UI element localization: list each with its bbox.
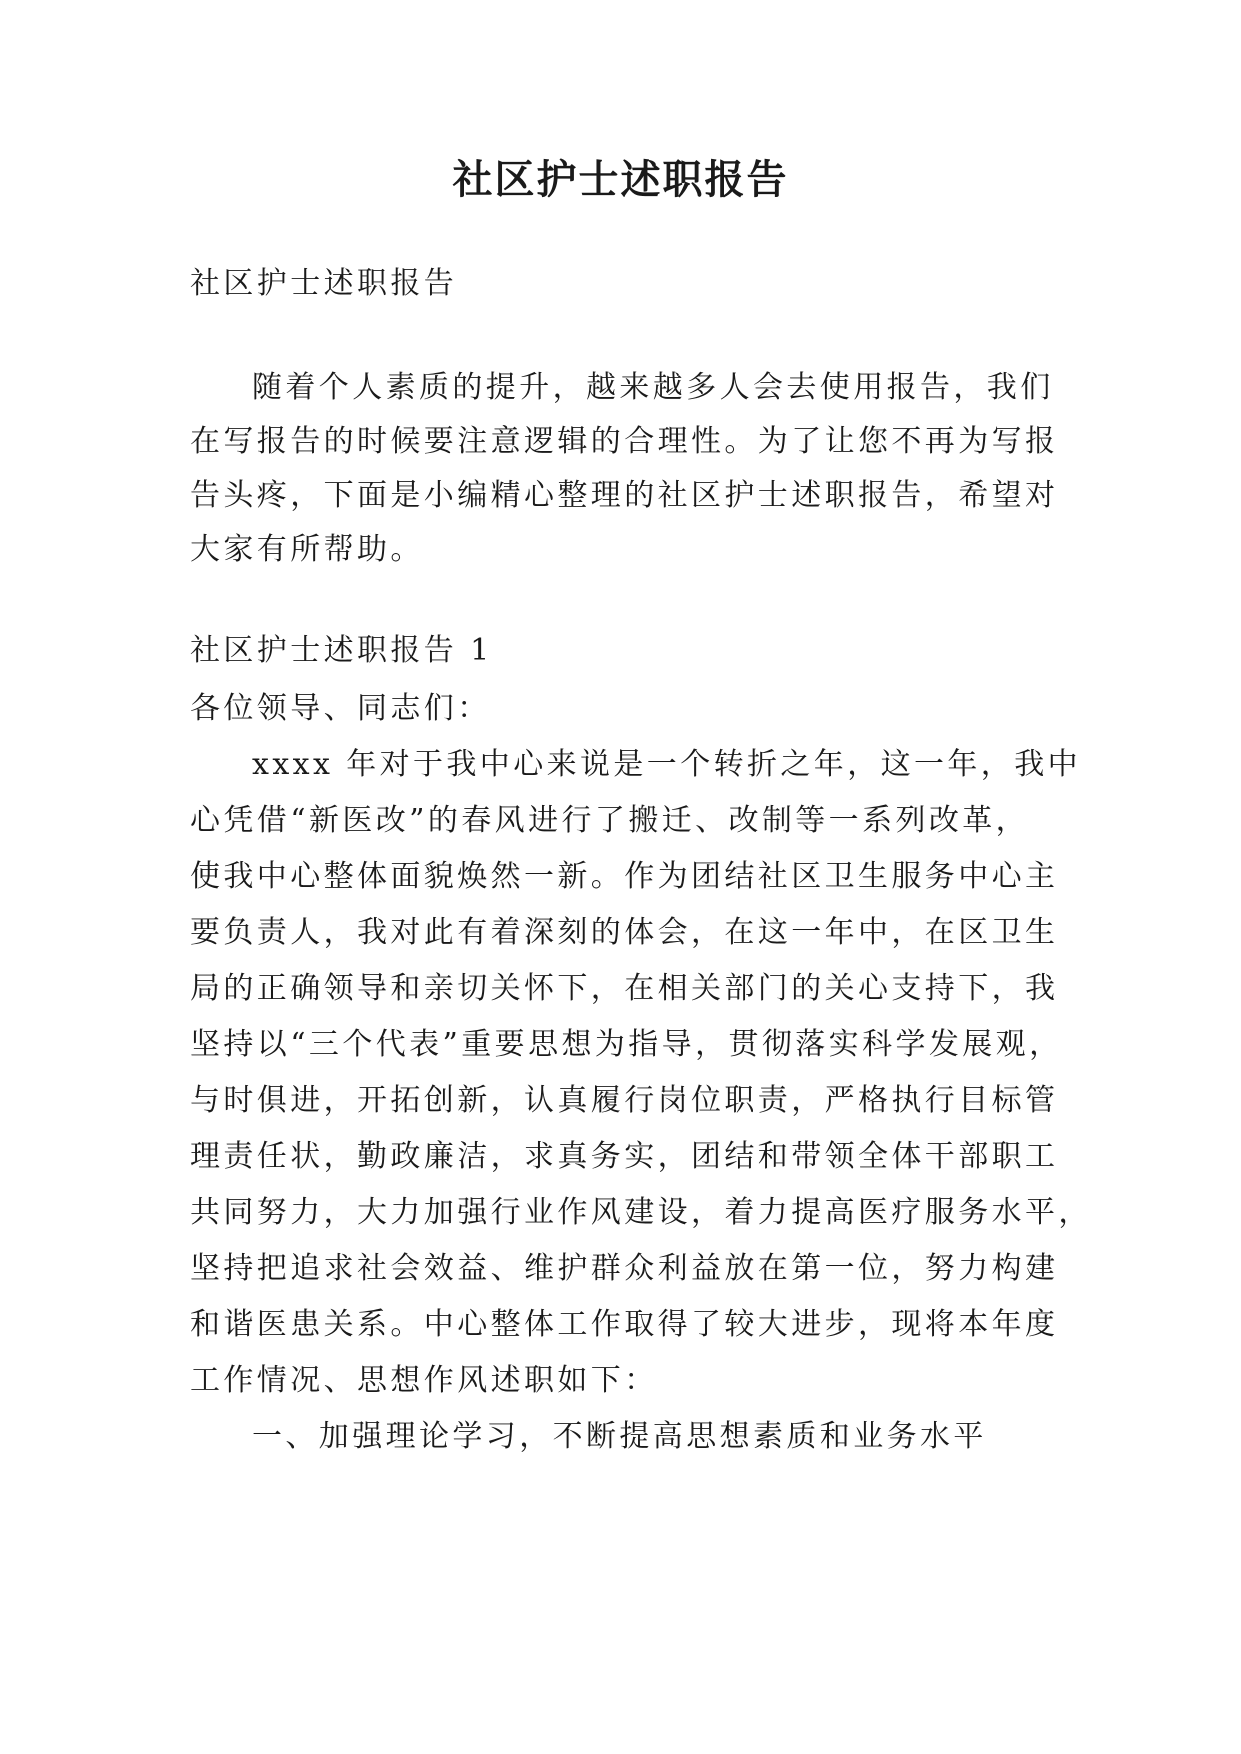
intro-line-1: 随着个人素质的提升，越来越多人会去使用报告，我们 [252,370,1054,405]
salutation: 各位领导、同志们： [190,691,491,726]
section1-line-3: 使我中心整体面貌焕然一新。作为团结社区卫生服务中心主 [190,859,1059,894]
section1-line-4: 要负责人，我对此有着深刻的体会，在这一年中，在区卫生 [190,915,1059,950]
section1-line-12: 工作情况、思想作风述职如下： [190,1363,658,1398]
intro-line-2: 在写报告的时候要注意逻辑的合理性。为了让您不再为写报 [190,424,1059,459]
section1-line-6: 坚持以“三个代表”重要思想为指导，贯彻落实科学发展观， [190,1027,1063,1062]
section1-line-2: 心凭借“新医改”的春风进行了搬迁、改制等一系列改革， [190,803,1030,838]
section1-line-11: 和谐医患关系。中心整体工作取得了较大进步，现将本年度 [190,1307,1059,1342]
subsection-heading: 一、加强理论学习，不断提高思想素质和业务水平 [252,1419,987,1454]
intro-line-3: 告头疼，下面是小编精心整理的社区护士述职报告，希望对 [190,478,1059,513]
section1-line-7: 与时俱进，开拓创新，认真履行岗位职责，严格执行目标管 [190,1083,1059,1118]
section1-line-9: 共同努力，大力加强行业作风建设，着力提高医疗服务水平， [190,1195,1092,1230]
section1-line-10: 坚持把追求社会效益、维护群众利益放在第一位，努力构建 [190,1251,1059,1286]
section1-line-8: 理责任状，勤政廉洁，求真务实，团结和带领全体干部职工 [190,1139,1059,1174]
section1-line-5: 局的正确领导和亲切关怀下，在相关部门的关心支持下，我 [190,971,1059,1006]
section1-line-1: xxxx 年对于我中心来说是一个转折之年，这一年，我中 [252,747,1082,782]
section1-heading: 社区护士述职报告 1 [190,633,493,668]
intro-line-4: 大家有所帮助。 [190,532,424,567]
document-title: 社区护士述职报告 [452,156,789,203]
document-subtitle: 社区护士述职报告 [190,266,458,301]
